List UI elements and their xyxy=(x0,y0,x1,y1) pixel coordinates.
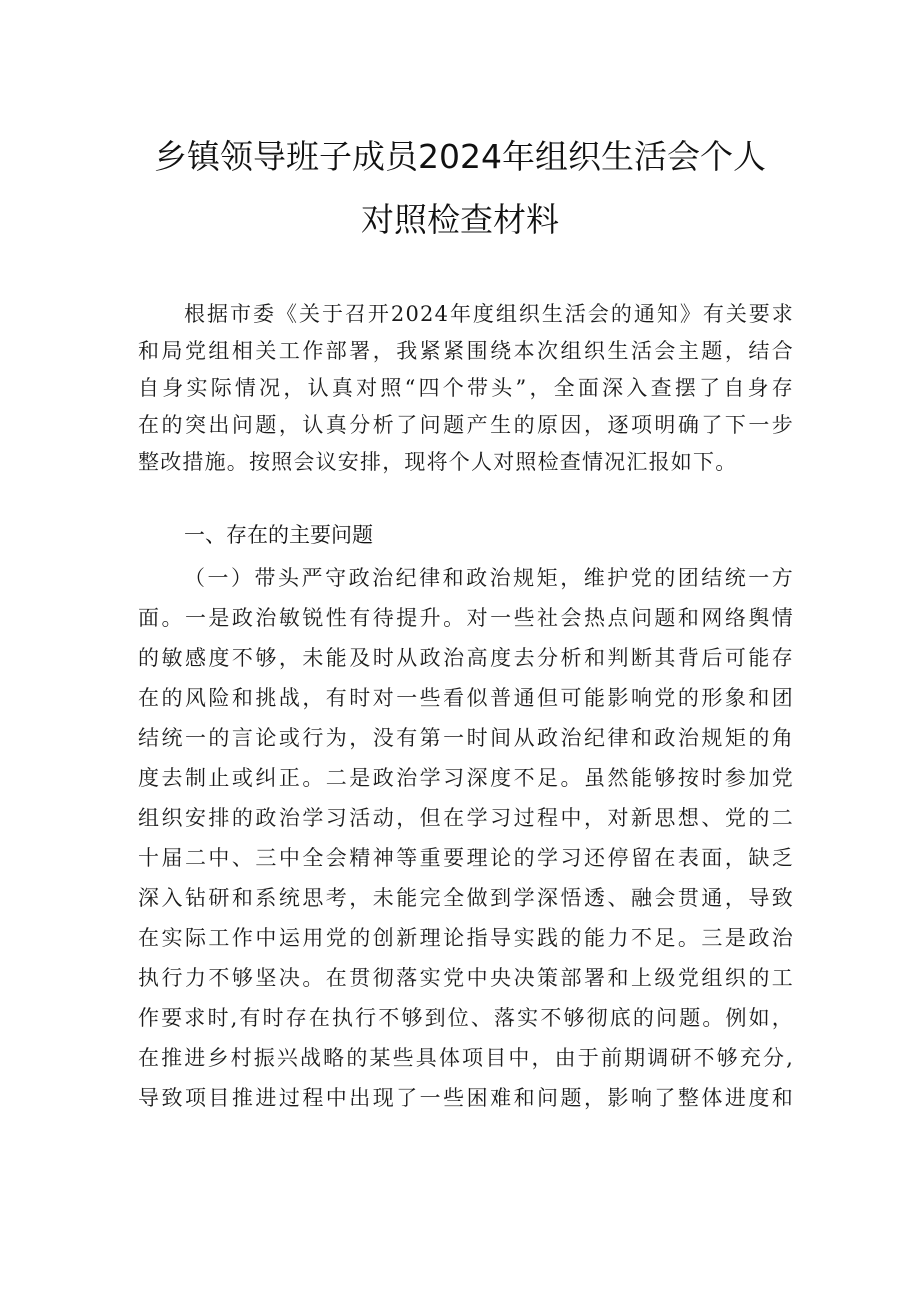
body-paragraph-line: 面。一是政治敏锐性有待提升。对一些社会热点问题和网络舆情 xyxy=(138,606,794,630)
body-paragraph-line: 度去制止或纠正。二是政治学习深度不足。虽然能够按时参加党 xyxy=(138,766,794,790)
body-paragraph-line: 的敏感度不够，未能及时从政治高度去分析和判断其背后可能存 xyxy=(138,646,794,670)
document-title-line-1: 乡镇领导班子成员2024年组织生活会个人 xyxy=(154,137,766,176)
body-paragraph-line: 执行力不够坚决。在贯彻落实党中央决策部署和上级党组织的工 xyxy=(138,966,794,990)
intro-paragraph-line: 整改措施。按照会议安排，现将个人对照检查情况汇报如下。 xyxy=(138,450,738,474)
intro-paragraph-line: 根据市委《关于召开2024年度组织生活会的通知》有关要求 xyxy=(184,302,794,326)
intro-paragraph-line: 和局党组相关工作部署，我紧紧围绕本次组织生活会主题，结合 xyxy=(138,339,794,363)
body-paragraph-line: 在实际工作中运用党的创新理论指导实践的能力不足。三是政治 xyxy=(138,926,794,950)
body-paragraph-line: 结统一的言论或行为，没有第一时间从政治纪律和政治规矩的角 xyxy=(138,726,794,750)
intro-paragraph-line: 自身实际情况，认真对照“四个带头”，全面深入查摆了自身存 xyxy=(138,376,794,400)
document-title-line-2: 对照检查材料 xyxy=(361,200,559,239)
intro-paragraph-line: 在的突出问题，认真分析了问题产生的原因，逐项明确了下一步 xyxy=(138,413,794,437)
body-paragraph-line: 在的风险和挑战，有时对一些看似普通但可能影响党的形象和团 xyxy=(138,686,794,710)
section-heading: 一、存在的主要问题 xyxy=(184,523,373,547)
body-paragraph-line: （一）带头严守政治纪律和政治规矩，维护党的团结统一方 xyxy=(184,566,794,590)
body-paragraph-line: 深入钻研和系统思考，未能完全做到学深悟透、融会贯通，导致 xyxy=(138,886,794,910)
body-paragraph-line: 组织安排的政治学习活动，但在学习过程中，对新思想、党的二 xyxy=(138,806,794,830)
body-paragraph-line: 十届二中、三中全会精神等重要理论的学习还停留在表面，缺乏 xyxy=(138,846,794,870)
body-paragraph-line: 作要求时,有时存在执行不够到位、落实不够彻底的问题。例如， xyxy=(138,1006,794,1030)
body-paragraph-line: 在推进乡村振兴战略的某些具体项目中，由于前期调研不够充分, xyxy=(138,1046,794,1070)
body-paragraph-line: 导致项目推进过程中出现了一些困难和问题，影响了整体进度和 xyxy=(138,1086,794,1110)
